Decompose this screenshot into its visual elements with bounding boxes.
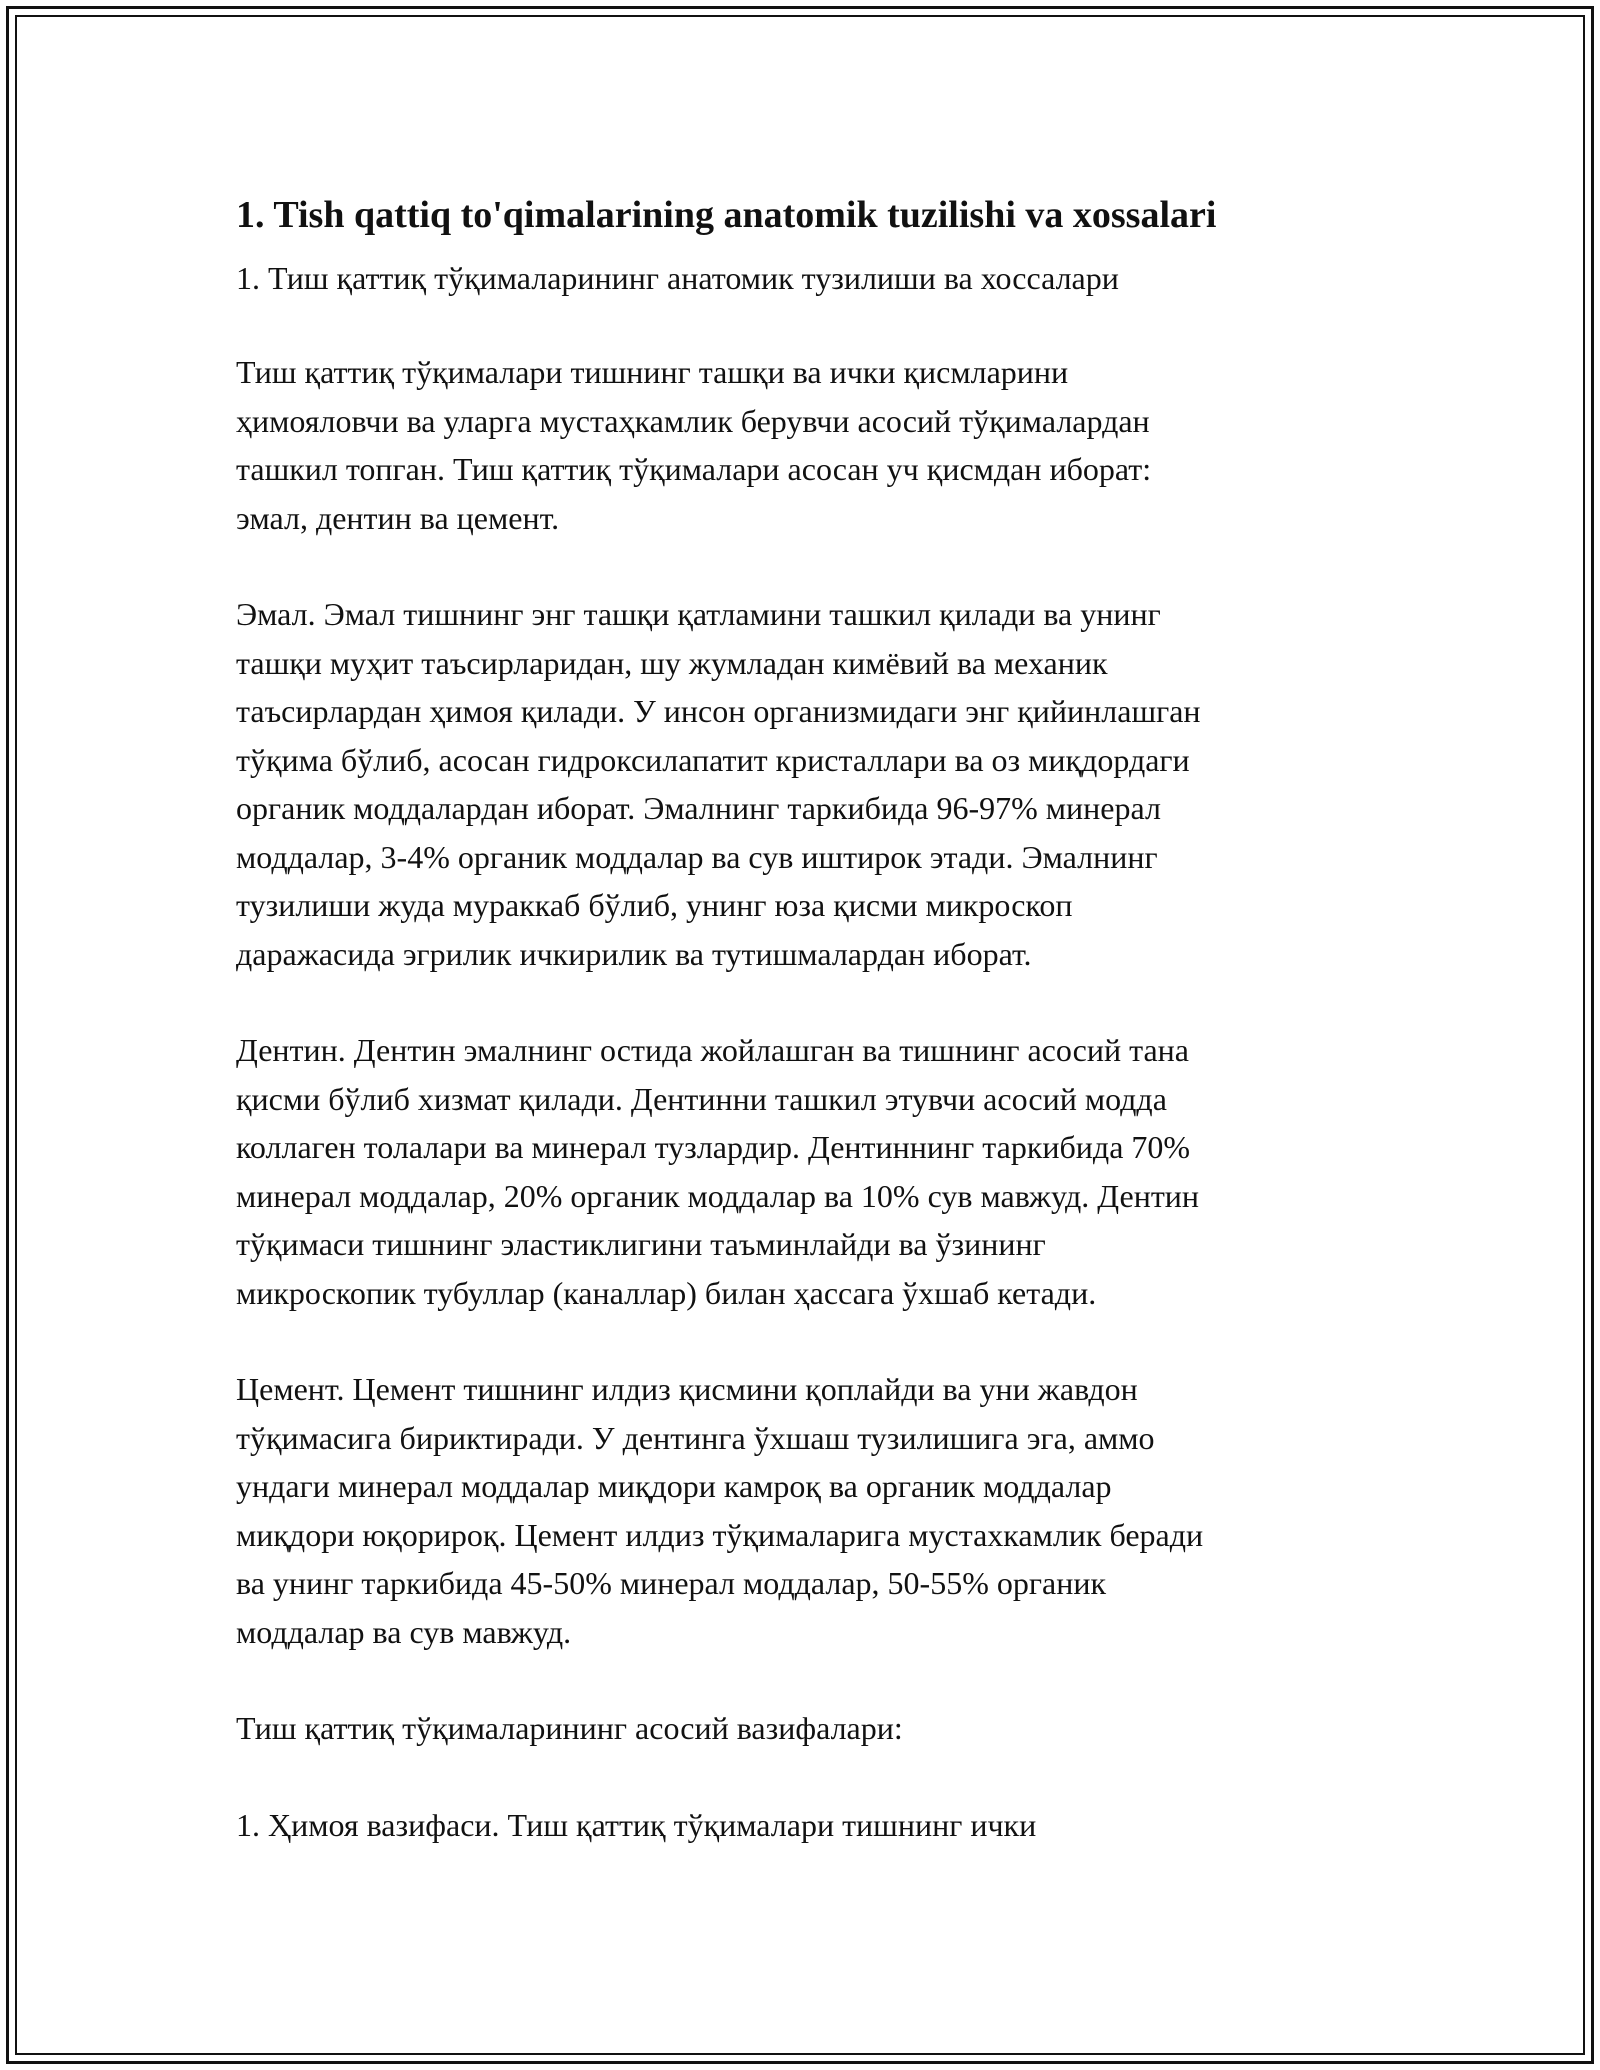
document-subtitle: 1. Тиш қаттиқ тўқималарининг анатомик тузилиши ва хоссалари: [236, 260, 1119, 296]
text-line: микроскопик тубуллар (каналлар) билан ҳассага ўхшаб кетади.: [236, 1274, 1097, 1311]
paragraph-protection: [236, 1801, 1366, 1850]
text-line: ва унинг таркибида 45-50% минерал моддалар, 50-55% органик: [236, 1565, 1106, 1601]
text-line: Тиш қаттиқ тўқималари тишнинг ташқи ва ички қисмларини: [236, 354, 1069, 390]
text-line: Эмал. Эмал тишнинг энг ташқи қатламини ташкил қилади ва унинг: [236, 596, 1161, 632]
text-line: тўқима бўлиб, асосан гидроксилапатит кристаллари ва оз миқдордаги: [236, 741, 1190, 778]
text-line: қисми бўлиб хизмат қилади. Дентинни ташкил этувчи асосий модда: [236, 1080, 1167, 1117]
text-line: эмал, дентин ва цемент.: [236, 499, 560, 536]
text-line: даражасида эгрилик ичкирилик ва тутишмалардан иборат.: [236, 935, 1032, 972]
text-line: Тиш қаттиқ тўқималарининг асосий вазифалари:: [236, 1710, 903, 1746]
text-line: тўқимасига бириктиради. У дентинга ўхшаш тузилишига эга, аммо: [236, 1419, 1155, 1456]
text-line: ҳимояловчи ва уларга мустаҳкамлик берувчи асосий тўқималардан: [236, 402, 1150, 439]
text-line: миқдори юқорироқ. Цемент илдиз тўқималарига мустахкамлик беради: [236, 1516, 1204, 1553]
document-title: 1. Tish qattiq to'qimalarining anatomik tuzilishi va xossalari: [236, 194, 1217, 236]
paragraph-functions-heading: [236, 1704, 1366, 1753]
text-line: таъсирлардан ҳимоя қилади. У инсон организмидаги энг қийинлашган: [236, 693, 1201, 729]
text-line: органик моддалардан иборат. Эмалнинг таркибида 96-97% минерал: [236, 790, 1161, 826]
text-line: тўқимаси тишнинг эластиклигини таъминлайди ва ўзининг: [236, 1226, 1046, 1262]
text-line: ташкил топган. Тиш қаттиқ тўқималари асосан уч қисмдан иборат:: [236, 451, 1152, 487]
paragraph-dentin: [236, 1026, 1366, 1317]
text-line: минерал моддалар, 20% органик моддалар ва 10% сув мавжуд. Дентин: [236, 1177, 1200, 1214]
text-line: Цемент. Цемент тишнинг илдиз қисмини қоплайди ва уни жавдон: [236, 1371, 1138, 1407]
paragraph-cement: [236, 1365, 1366, 1656]
text-line: моддалар ва сув мавжуд.: [236, 1613, 572, 1650]
text-line: Дентин. Дентин эмалнинг остида жойлашган ва тишнинг асосий тана: [236, 1032, 1189, 1068]
text-line: ундаги минерал моддалар миқдори камроқ ва органик моддалар: [236, 1468, 1112, 1504]
text-line: тузилиши жуда мураккаб бўлиб, унинг юза қисми микроскоп: [236, 887, 1073, 923]
text-line: моддалар, 3-4% органик моддалар ва сув иштирок этади. Эмалнинг: [236, 838, 1158, 875]
text-line: коллаген толалари ва минерал тузлардир. Дентиннинг таркибида 70%: [236, 1129, 1191, 1165]
text-line: ташқи муҳит таъсирларидан, шу жумладан кимёвий ва механик: [236, 644, 1108, 681]
paragraph-enamel: [236, 590, 1366, 978]
text-line: 1. Ҳимоя вазифаси. Тиш қаттиқ тўқималари тишнинг ички: [236, 1806, 1037, 1843]
paragraph-intro: [236, 348, 1366, 542]
document-body: [236, 180, 1366, 1849]
